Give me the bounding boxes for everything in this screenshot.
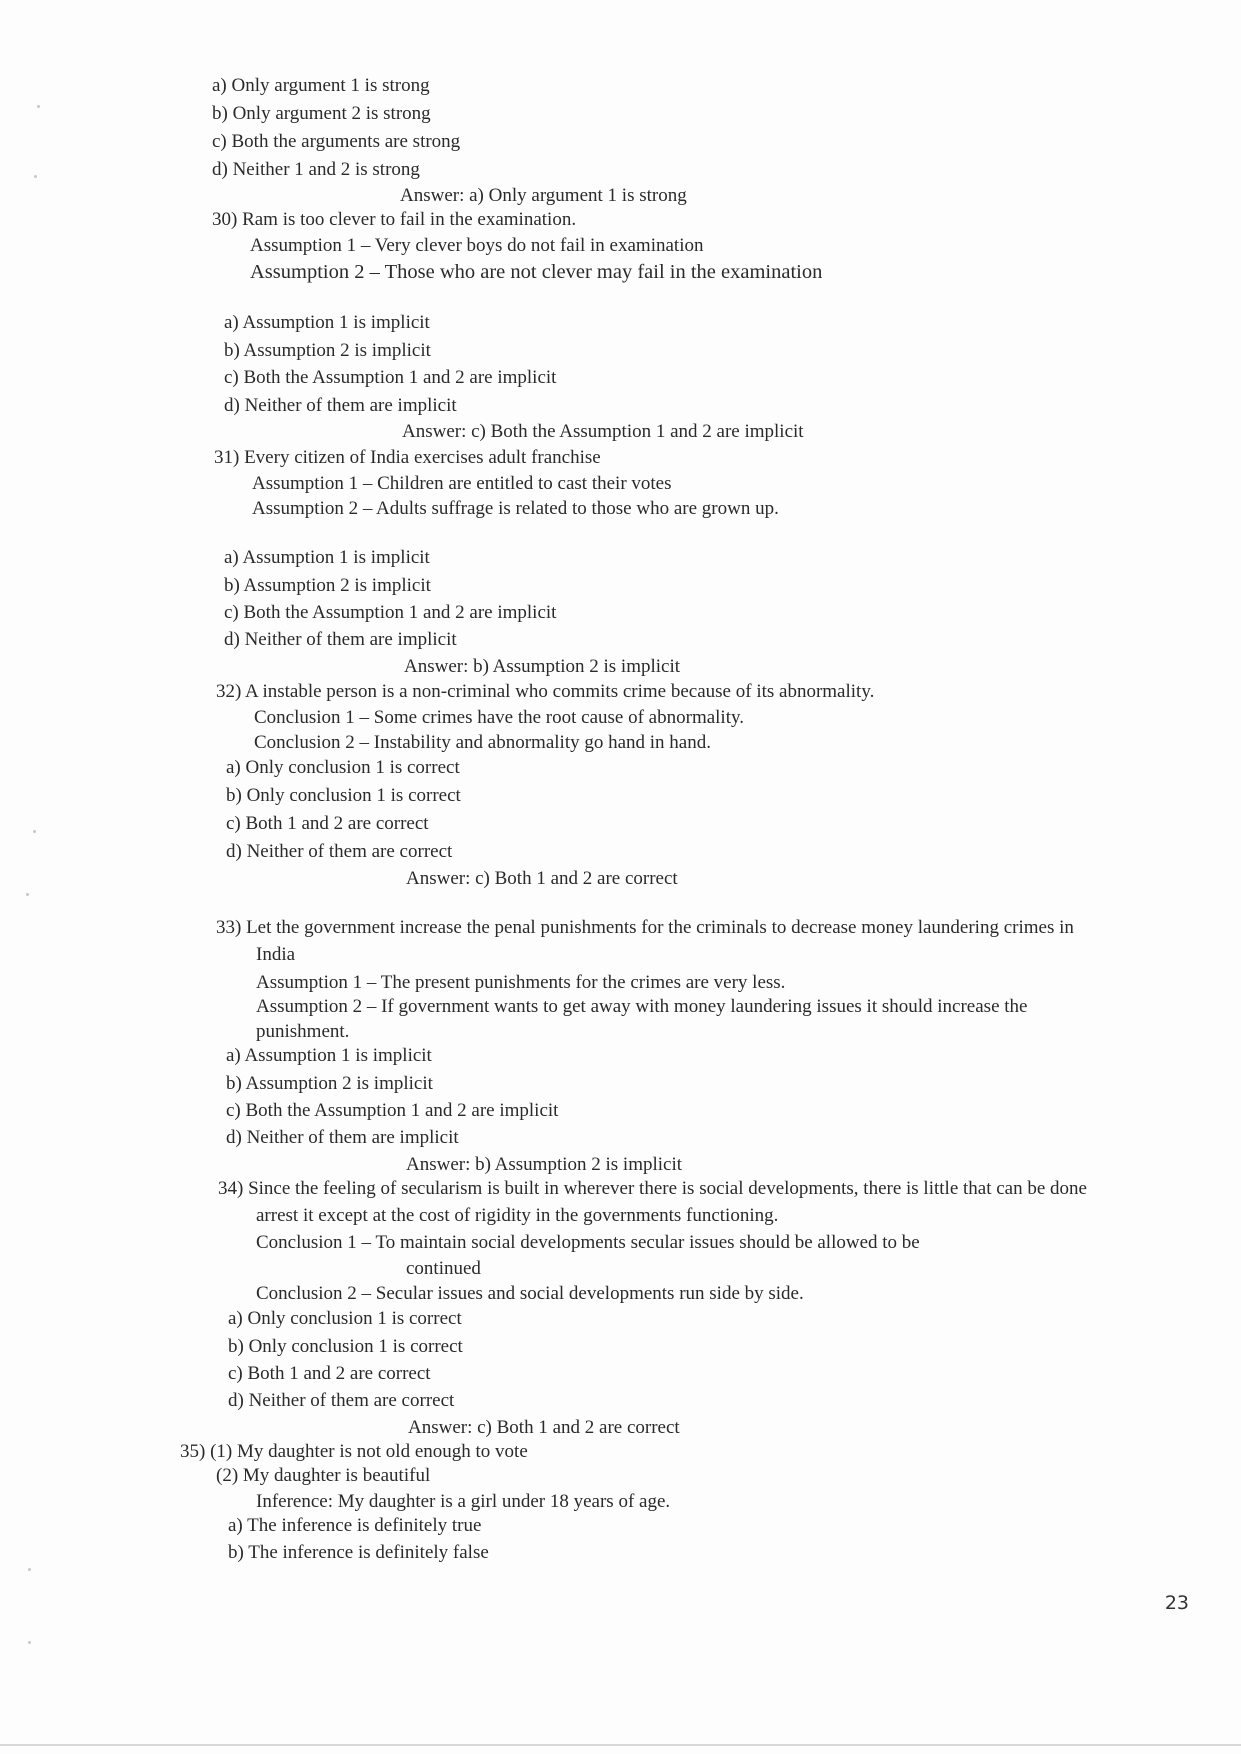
scan-speck (28, 1568, 31, 1571)
text-line: d) Neither of them are implicit (224, 629, 457, 650)
text-line: b) Only conclusion 1 is correct (226, 785, 461, 806)
text-line: d) Neither of them are correct (228, 1390, 455, 1411)
text-line: b) Assumption 2 is implicit (224, 340, 431, 361)
text-line: India (256, 944, 296, 965)
text-line: Answer: a) Only argument 1 is strong (400, 185, 687, 206)
text-line: a) Only conclusion 1 is correct (228, 1308, 462, 1329)
text-line: b) Assumption 2 is implicit (226, 1073, 433, 1094)
text-line: 35) (1) My daughter is not old enough to vote (180, 1441, 528, 1462)
scan-speck (28, 1641, 31, 1644)
text-line: b) Only argument 2 is strong (212, 103, 431, 124)
scan-speck (26, 893, 29, 896)
text-line: a) Only conclusion 1 is correct (226, 757, 460, 778)
text-line: Conclusion 1 – To maintain social developments secular issues should be allowed to be (256, 1232, 920, 1253)
text-line: a) Only argument 1 is strong (212, 75, 430, 96)
text-line: Answer: b) Assumption 2 is implicit (406, 1154, 683, 1175)
page-number: 23 (1164, 1592, 1189, 1614)
text-line: (2) My daughter is beautiful (216, 1465, 431, 1486)
text-line: 31) Every citizen of India exercises adult franchise (214, 447, 601, 468)
text-line: c) Both the Assumption 1 and 2 are implicit (226, 1100, 559, 1121)
text-line: 30) Ram is too clever to fail in the examination. (212, 209, 577, 230)
text-line: Conclusion 1 – Some crimes have the root cause of abnormality. (254, 707, 745, 728)
scan-speck (37, 105, 40, 108)
text-line: Assumption 1 – Very clever boys do not fail in examination (250, 235, 704, 256)
text-line: b) The inference is definitely false (228, 1542, 489, 1563)
text-line: Assumption 2 – Those who are not clever may fail in the examination (250, 261, 823, 283)
scan-speck (33, 830, 36, 833)
text-line: Inference: My daughter is a girl under 18 years of age. (256, 1491, 671, 1512)
text-line: a) Assumption 1 is implicit (224, 312, 430, 333)
text-line: b) Only conclusion 1 is correct (228, 1336, 463, 1357)
text-line: Assumption 1 – The present punishments for the crimes are very less. (256, 972, 786, 993)
text-line: a) The inference is definitely true (228, 1515, 482, 1536)
text-line: a) Assumption 1 is implicit (224, 547, 430, 568)
text-line: a) Assumption 1 is implicit (226, 1045, 432, 1066)
text-line: d) Neither of them are implicit (226, 1127, 459, 1148)
text-line: c) Both 1 and 2 are correct (226, 813, 429, 834)
text-line: Assumption 1 – Children are entitled to cast their votes (252, 473, 672, 494)
text-line: Answer: c) Both 1 and 2 are correct (408, 1417, 680, 1438)
text-line: b) Assumption 2 is implicit (224, 575, 431, 596)
text-line: c) Both the Assumption 1 and 2 are implicit (224, 367, 557, 388)
text-line: 33) Let the government increase the penal punishments for the criminals to decrease money laundering crimes in (216, 917, 1074, 938)
text-line: c) Both 1 and 2 are correct (228, 1363, 431, 1384)
text-line: d) Neither 1 and 2 is strong (212, 159, 420, 180)
text-line: d) Neither of them are implicit (224, 395, 457, 416)
text-line: Answer: c) Both the Assumption 1 and 2 are implicit (402, 421, 804, 442)
scan-speck (34, 175, 37, 178)
text-line: c) Both the Assumption 1 and 2 are implicit (224, 602, 557, 623)
text-line: 32) A instable person is a non-criminal who commits crime because of its abnormality. (216, 681, 875, 702)
text-line: Assumption 2 – If government wants to get away with money laundering issues it should increase the (256, 996, 1028, 1017)
text-line: 34) Since the feeling of secularism is built in wherever there is social developments, there is little that can be done (218, 1178, 1087, 1199)
text-line: d) Neither of them are correct (226, 841, 453, 862)
scan-edge (0, 1744, 1241, 1746)
text-line: c) Both the arguments are strong (212, 131, 461, 152)
text-line: Conclusion 2 – Instability and abnormality go hand in hand. (254, 732, 711, 753)
text-line: Assumption 2 – Adults suffrage is related to those who are grown up. (252, 498, 779, 519)
text-line: arrest it except at the cost of rigidity in the governments functioning. (256, 1205, 779, 1226)
text-line: Answer: c) Both 1 and 2 are correct (406, 868, 678, 889)
text-line: continued (406, 1258, 481, 1279)
text-line: punishment. (256, 1021, 350, 1042)
text-line: Answer: b) Assumption 2 is implicit (404, 656, 681, 677)
text-line: Conclusion 2 – Secular issues and social developments run side by side. (256, 1283, 804, 1304)
